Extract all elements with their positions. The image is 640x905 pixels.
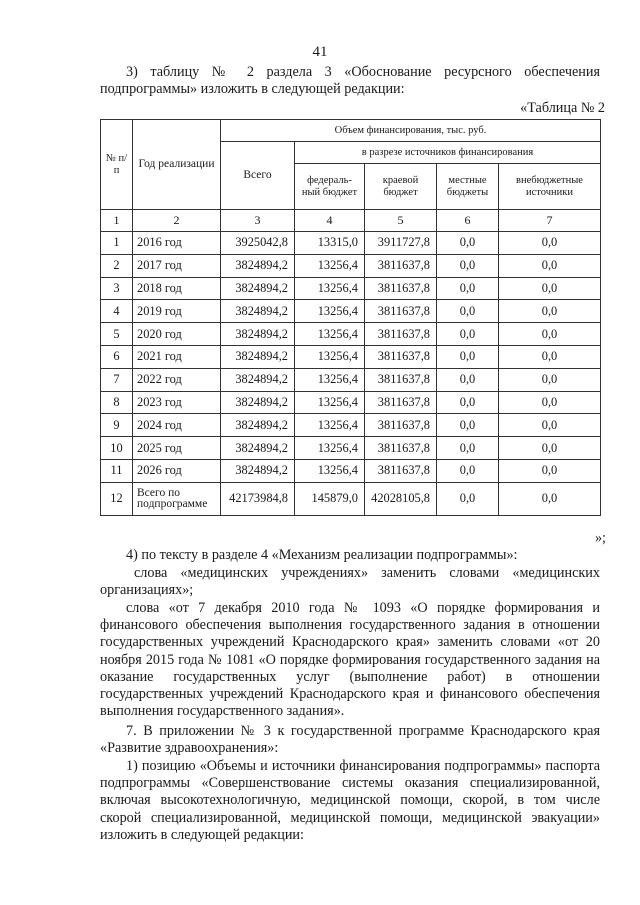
cell-year: 2017 год — [133, 254, 221, 277]
table-row — [101, 277, 601, 300]
column-number: 5 — [365, 210, 437, 232]
cell-regional: 3811637,8 — [365, 300, 437, 323]
table-row — [101, 232, 601, 255]
cell-year: 2018 год — [133, 277, 221, 300]
cell-regional: 3811637,8 — [365, 254, 437, 277]
column-number: 1 — [101, 210, 133, 232]
table-row — [101, 345, 601, 368]
paragraph-7: 7. В приложении № 3 к государственной программе Краснодарского края «Развитие здравоохранения»: — [100, 723, 600, 757]
cell-regional: 3811637,8 — [365, 459, 437, 482]
paragraph-4a: слова «медицинских учреждениях» заменить словами «медицинских организациях»; — [100, 565, 600, 599]
cell-regional: 42028105,8 — [365, 482, 437, 515]
cell-federal: 13256,4 — [295, 277, 365, 300]
cell-local: 0,0 — [437, 232, 499, 255]
cell-federal: 13256,4 — [295, 437, 365, 460]
header-extra: внебюджетные источники — [499, 164, 601, 210]
cell-total: 3824894,2 — [221, 368, 295, 391]
cell-extra: 0,0 — [499, 323, 601, 346]
header-total: Всего — [221, 142, 295, 210]
cell-number: 2 — [101, 254, 133, 277]
cell-number: 9 — [101, 414, 133, 437]
cell-regional: 3811637,8 — [365, 437, 437, 460]
cell-local: 0,0 — [437, 459, 499, 482]
table-row — [101, 300, 601, 323]
cell-number: 8 — [101, 391, 133, 414]
cell-number: 1 — [101, 232, 133, 255]
column-number: 4 — [295, 210, 365, 232]
cell-year: 2025 год — [133, 437, 221, 460]
cell-local: 0,0 — [437, 323, 499, 346]
cell-regional: 3811637,8 — [365, 277, 437, 300]
cell-extra: 0,0 — [499, 437, 601, 460]
cell-federal: 13256,4 — [295, 391, 365, 414]
table-row — [101, 323, 601, 346]
header-number: № п/п — [101, 120, 133, 210]
cell-number: 4 — [101, 300, 133, 323]
cell-year: 2016 год — [133, 232, 221, 255]
paragraph-7a: 1) позицию «Объемы и источники финансирования подпрограммы» паспорта подпрограммы «Совершенствование системы оказания специализированной, включая высокотехнологичную, медицинской помощи, скорой, в том числе скорой специализированной, медицинской помощи, медицинской эвакуации» изложить в следующей редакции: — [100, 758, 600, 843]
cell-federal: 13256,4 — [295, 254, 365, 277]
table-caption: «Таблица № 2 — [520, 100, 605, 116]
header-federal: федераль-ный бюджет — [295, 164, 365, 210]
cell-federal: 13256,4 — [295, 414, 365, 437]
cell-local: 0,0 — [437, 345, 499, 368]
header-local: местные бюджеты — [437, 164, 499, 210]
cell-number: 12 — [101, 482, 133, 515]
table-row — [101, 368, 601, 391]
cell-total: 42173984,8 — [221, 482, 295, 515]
cell-number: 6 — [101, 345, 133, 368]
cell-number: 5 — [101, 323, 133, 346]
cell-total: 3824894,2 — [221, 323, 295, 346]
cell-local: 0,0 — [437, 437, 499, 460]
cell-total: 3824894,2 — [221, 254, 295, 277]
cell-number: 7 — [101, 368, 133, 391]
cell-regional: 3911727,8 — [365, 232, 437, 255]
cell-total: 3824894,2 — [221, 414, 295, 437]
cell-year: 2022 год — [133, 368, 221, 391]
cell-number: 11 — [101, 459, 133, 482]
cell-extra: 0,0 — [499, 232, 601, 255]
table-row — [101, 391, 601, 414]
cell-federal: 13256,4 — [295, 323, 365, 346]
page-number: 41 — [312, 44, 328, 60]
cell-local: 0,0 — [437, 254, 499, 277]
cell-year: 2024 год — [133, 414, 221, 437]
cell-regional: 3811637,8 — [365, 414, 437, 437]
cell-total: 3824894,2 — [221, 277, 295, 300]
cell-number: 3 — [101, 277, 133, 300]
cell-extra: 0,0 — [499, 459, 601, 482]
column-number: 6 — [437, 210, 499, 232]
cell-federal: 13256,4 — [295, 300, 365, 323]
header-volume: Объем финансирования, тыс. руб. — [221, 120, 601, 142]
table-row — [101, 459, 601, 482]
cell-extra: 0,0 — [499, 391, 601, 414]
header-sources: в разрезе источников финансирования — [295, 142, 601, 164]
cell-federal: 13315,0 — [295, 232, 365, 255]
cell-total: 3824894,2 — [221, 300, 295, 323]
column-number: 2 — [133, 210, 221, 232]
cell-year: 2023 год — [133, 391, 221, 414]
cell-local: 0,0 — [437, 482, 499, 515]
cell-year: Всего по подпрограмме — [133, 482, 221, 515]
header-regional: краевой бюджет — [365, 164, 437, 210]
cell-local: 0,0 — [437, 277, 499, 300]
cell-year: 2019 год — [133, 300, 221, 323]
column-number: 7 — [499, 210, 601, 232]
cell-local: 0,0 — [437, 391, 499, 414]
cell-regional: 3811637,8 — [365, 345, 437, 368]
cell-year: 2020 год — [133, 323, 221, 346]
cell-total: 3824894,2 — [221, 391, 295, 414]
cell-extra: 0,0 — [499, 300, 601, 323]
cell-total: 3925042,8 — [221, 232, 295, 255]
cell-federal: 13256,4 — [295, 459, 365, 482]
cell-federal: 145879,0 — [295, 482, 365, 515]
cell-regional: 3811637,8 — [365, 323, 437, 346]
cell-extra: 0,0 — [499, 368, 601, 391]
table-row-total — [101, 482, 601, 515]
intro-paragraph: 3) таблицу № 2 раздела 3 «Обоснование ресурсного обеспечения подпрограммы» изложить в следующей редакции: — [100, 64, 600, 98]
cell-extra: 0,0 — [499, 254, 601, 277]
cell-extra: 0,0 — [499, 345, 601, 368]
cell-regional: 3811637,8 — [365, 368, 437, 391]
cell-total: 3824894,2 — [221, 437, 295, 460]
cell-year: 2026 год — [133, 459, 221, 482]
paragraph-4b: слова «от 7 декабря 2010 года № 1093 «О порядке формирования и финансового обеспечения выполнения государственного задания в отношении государственных учреждений Краснодарского края» заменить словами «от 20 ноября 2015 года № 1081 «О порядке формирования государственного задания на оказание государственных услуг (выполнение работ) в отношении государственных учреждений Краснодарского края и финансового обеспечения выполнения государственного задания». — [100, 600, 600, 720]
table-row — [101, 254, 601, 277]
table-row — [101, 414, 601, 437]
column-number: 3 — [221, 210, 295, 232]
cell-extra: 0,0 — [499, 414, 601, 437]
cell-federal: 13256,4 — [295, 368, 365, 391]
table-row — [101, 437, 601, 460]
cell-number: 10 — [101, 437, 133, 460]
table-close: »; — [594, 530, 606, 546]
cell-extra: 0,0 — [499, 277, 601, 300]
paragraph-4: 4) по тексту в разделе 4 «Механизм реализации подпрограммы»: — [126, 547, 518, 563]
cell-year: 2021 год — [133, 345, 221, 368]
cell-total: 3824894,2 — [221, 345, 295, 368]
cell-federal: 13256,4 — [295, 345, 365, 368]
cell-local: 0,0 — [437, 300, 499, 323]
cell-local: 0,0 — [437, 368, 499, 391]
cell-regional: 3811637,8 — [365, 391, 437, 414]
cell-local: 0,0 — [437, 414, 499, 437]
financing-table — [100, 119, 601, 516]
cell-total: 3824894,2 — [221, 459, 295, 482]
cell-extra: 0,0 — [499, 482, 601, 515]
header-year: Год реализации — [133, 120, 221, 210]
